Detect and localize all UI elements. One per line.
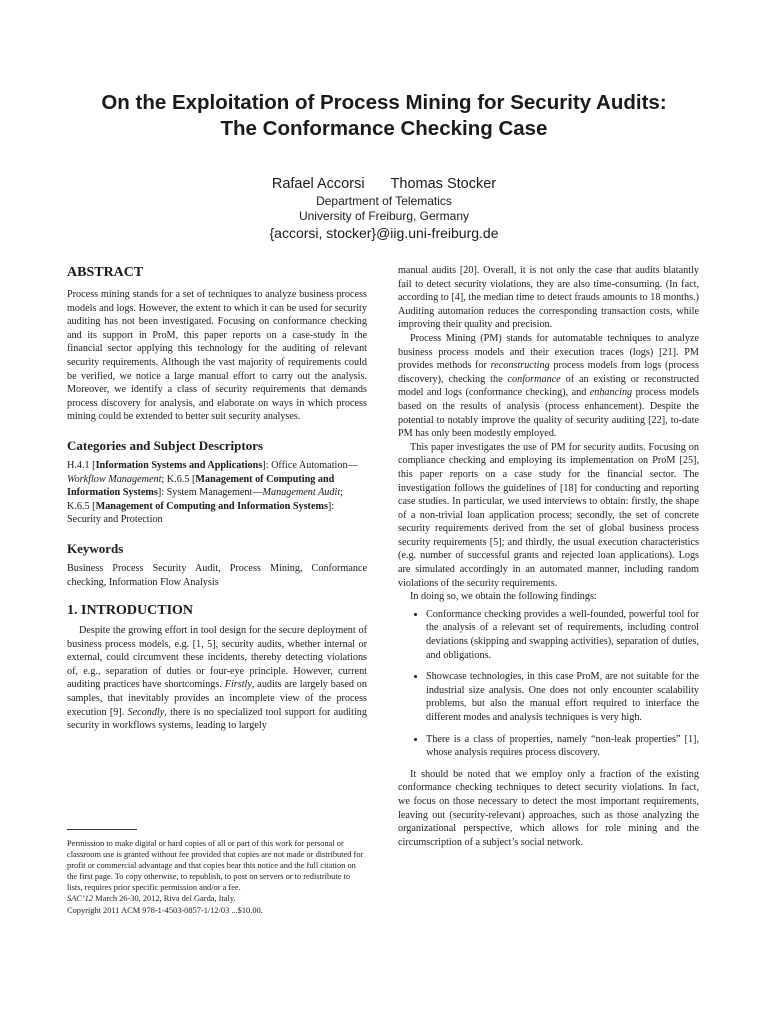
university: University of Freiburg, Germany [298,209,470,223]
intro-paragraph: Despite the growing effort in tool design for the secure deployment of business process models, e.g. [1, 5], security audits, whether internal or external, could circumvent these incidents, thereby detecting violations of, e.g., separation of duties or four-eye principle. However, current auditing practices have shortcomings. Firstly, audits are largely based on samples, that inevitably provides an incomplete view of the process execution [9]. Secondly, there is no specialized tool support for auditing security in workflows systems, leading to largely [67,625,367,732]
venue-line: SAC’12 March 26-30, 2012, Riva del Garda, Italy. [67,894,236,904]
author-block [0,174,768,242]
introduction-heading: 1. INTRODUCTION [67,603,194,619]
title-line-2: The Conformance Checking Case [220,117,548,140]
author-email: {accorsi, stocker}@iig.uni-freiburg.de [269,225,499,241]
author-name: Rafael Accorsi [271,176,365,192]
categories-text: H.4.1 [Information Systems and Applications]: Office Automation—Workflow Management; K.6.5 [Management of Computing and Information Systems]: System Management—Management Audit; K.6.5 [Management of Computing and Information Systems]: Security and Protection [67,459,358,526]
paragraph: In doing so, we obtain the following findings: [410,591,597,603]
paragraph: manual audits [20]. Overall, it is not only the case that audits blatantly fail to detect security violations, they are also time-consuming. (In fact, according to [4], the median time to detect frauds amounts to 18 months.) Auditing automation reduces the corresponding transaction costs, while improving their quality and precision. [398,265,699,331]
paragraph: It should be noted that we employ only a fraction of the existing conformance checking techniques to detect security violations. In fact, we focus on those necessary to detect the most important requirements, leaving out (security-relevant) approaches, such as those analyzing the organizational perspective, which allows for role mining and the circumscription of a subject’s social network. [398,768,699,848]
permission-notice [67,838,367,916]
right-column [398,264,699,849]
footnote-rule [67,829,137,830]
abstract-heading: ABSTRACT [67,265,144,280]
author-name: Thomas Stocker [390,176,497,192]
title-line-1: On the Exploitation of Process Mining for Security Audits: [101,91,667,114]
findings-list [398,608,699,760]
paragraph: This paper investigates the use of PM for security audits. Focusing on compliance checking and employing its implementation on ProM [25], this paper reports on a case study for the financial sector. The investigation follows the guidelines of [18] for conducting and reporting case studies. In particular, we used interviews to obtain: firstly, the shape of a non-trivial loan application process; secondly, the set of concrete security requirements derived from the set of global business process security requirements [5]; and thirdly, the usual execution characteristics (e.g. number of successful grants and rejected loan applications). Logs are simulated accordingly in an automated manner, including random violations of the security requirements. [398,441,699,589]
abstract-text: Process mining stands for a set of techniques to analyze business process models and logs. However, the extent to which it can be used for security auditing has not been investigated. Focusing on conformance checking and its support in ProM, this paper reports on a case-study in the financial sector applying this technology for the auditing of relevant security requirements. Although the vast majority of requirements could be verified, we notice a large manual effort to carry out the analysis. Moreover, we identify a class of security requirements that demands process discovery for analysis, and elaborate on ways in which process mining could be extended to better suit security analyses. [67,289,367,423]
copyright-line: Copyright 2011 ACM 978-1-4503-0857-1/12/03 ...$10.00. [67,905,263,915]
categories-heading: Categories and Subject Descriptors [67,437,264,453]
paper-title [0,90,768,142]
list-item: • There is a class of properties, namely “non-leak properties” [1], whose analysis requires process discovery. [426,733,699,760]
keywords-heading: Keywords [67,540,124,556]
list-item: • Showcase technologies, in this case ProM, are not suitable for the industrial size analysis. One does not only encounter scalability problems, but also the manual effort required to interface the different modes and analysis techniques is very high. [426,670,699,724]
list-item: • Conformance checking provides a well-founded, powerful tool for the analysis of a relevant set of requirements, including control deviations (skipping and swapping activities), separation of duties, and obligations. [426,608,699,662]
left-column [67,264,367,733]
permission-text: Permission to make digital or hard copies of all or part of this work for personal or classroom use is granted without fee provided that copies are not made or distributed for profit or commercial advantage and that copies bear this notice and the full citation on the first page. To copy otherwise, to republish, to post on servers or to redistribute to lists, requires prior specific permission and/or a fee. [67,839,364,893]
paragraph: Process Mining (PM) stands for automatable techniques to analyze business process models and their execution traces (logs) [21]. PM provides methods for reconstructing process models from logs (process discovery), checking the conformance of an existing or reconstructed model and logs (conformance checking), and enhancing process models based on the results of analysis (process enhancement). Despite the potential to notably improve the quality of security auditing [22], to-date PM has only been modestly employed. [398,332,699,440]
department: Department of Telematics [316,194,452,208]
author-names [0,174,768,194]
keywords-text: Business Process Security Audit, Process Mining, Conformance checking, Information Flow Analysis [67,562,367,588]
